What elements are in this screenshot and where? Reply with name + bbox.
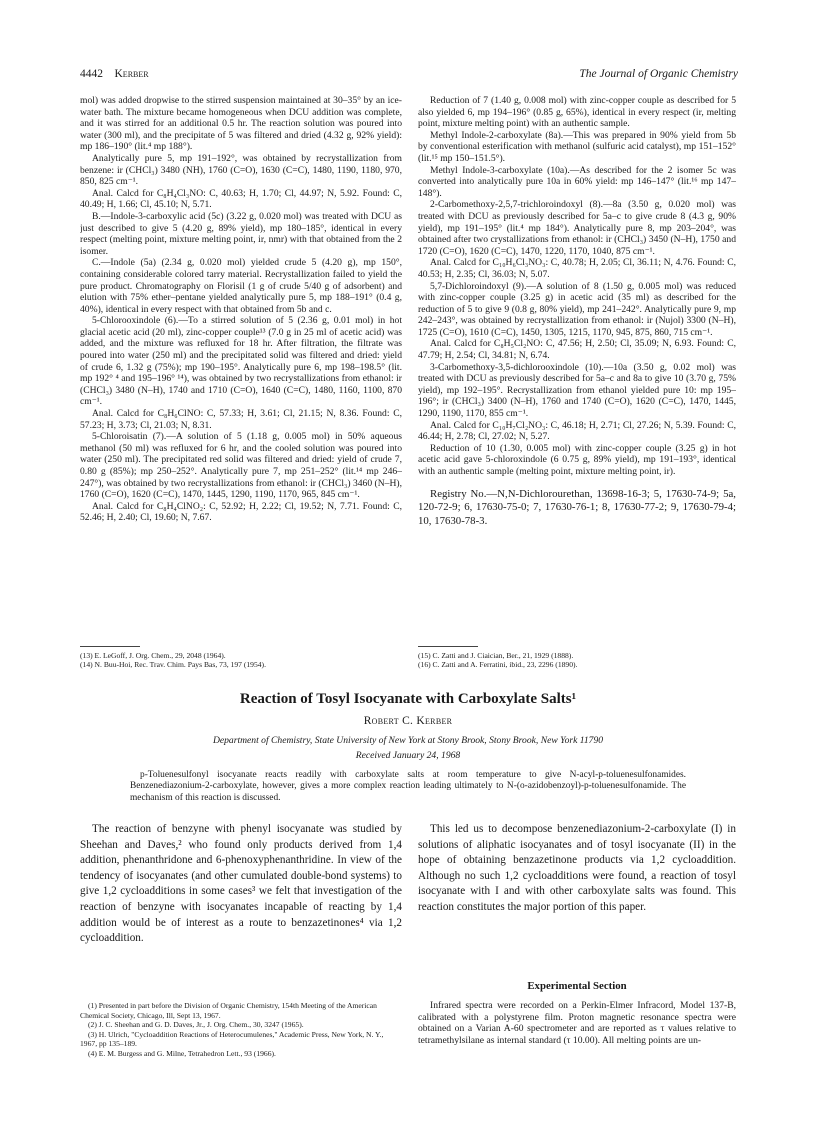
received-date: Received January 24, 1968 bbox=[355, 750, 461, 761]
right-column-continued bbox=[418, 95, 736, 625]
paragraph: 5-Chlorooxindole (6).—To a stirred solution of 5 (2.36 g, 0.01 mol) in hot glacial acetic acid (20 ml), zinc-copper couple¹³ (7.0 g in 25 ml of acetic acid) was added, and the mixture was refluxed for 18 hr. After filtration, the filtrate was poured into water (250 ml) and the precipitated solid was filtered and dried: yield of crude 6, 1.32 g (75%); mp 190–195°. Analytically pure 6, mp 198–198.5° (lit. mp 192° ⁴ and 195–196° ¹⁴), was obtained by two recrystallizations from ethanol: ir (CHCl₃) 3480 (N–H), 1740 and 1710 (C=O), 1640 (C=C), 1480, 1160, 1100, 870 cm⁻¹. bbox=[80, 315, 402, 408]
paragraph: B.—Indole-3-carboxylic acid (5c) (3.22 g, 0.020 mol) was treated with DCU as just described to give 5 (4.20 g, 89% yield), mp 180–185°, identical in every respect (melting point, mixture melting point, ir, nmr) with that obtained from the 2 isomer. bbox=[80, 210, 402, 257]
footnote: (3) H. Ulrich, "Cycloaddition Reactions of Heterocumulenes," Academic Press, New York, N. Y., 1967, pp 135–189. bbox=[80, 1029, 384, 1049]
paragraph: Reduction of 7 (1.40 g, 0.008 mol) with zinc-copper couple as described for 5 also yielded 6, mp 194–196° (0.85 g, 65%), identical in every respect (ir, melting point, mixture melting point) with an authentic sample. bbox=[418, 95, 736, 130]
analysis-paragraph: Anal. Calcd for C₁₀H₇Cl₂NO₃: C, 46.18; H, 2.71; Cl, 27.26; N, 5.39. Found: C, 46.44; H, 2.78; Cl, 27.02; N, 5.27. bbox=[418, 419, 736, 443]
analysis-paragraph: Anal. Calcd for C₈H₅Cl₂NO: C, 47.56; H, 2.50; Cl, 35.09; N, 6.93. Found: C, 47.79; H, 2.54; Cl, 34.81; N, 6.74. bbox=[418, 338, 736, 362]
paragraph: Reduction of 10 (1.30, 0.005 mol) with zinc-copper couple (3.25 g) in hot acetic acid gave 5-chloroxindole (6 0.75 g, 89% yield), mp 191–193°, identical with an authentic sample (melting point, mixture melting point, ir). bbox=[418, 442, 736, 477]
footnote-rule bbox=[80, 646, 140, 647]
footnote: (2) J. C. Sheehan and G. D. Daves, Jr., J. Org. Chem., 30, 3247 (1965). bbox=[88, 1020, 304, 1030]
paragraph: mol) was added dropwise to the stirred suspension maintained at 30–35° by an ice-water bath. The mixture became homogeneous when DCU addition was complete, and it was stirred for an additional 0.5 hr. The reaction solution was poured into water (300 ml), and the precipitate of 5 was filtered and dried (4.32 g, 92% yield): mp 186–190° (lit.⁴ mp 188°). bbox=[80, 95, 402, 153]
footnote: (13) E. LeGoff, J. Org. Chem., 29, 2048 (1964). bbox=[80, 651, 226, 660]
article-footnotes bbox=[80, 1001, 402, 1059]
intro-paragraph: The reaction of benzyne with phenyl isocyanate was studied by Sheehan and Daves,² who found only products derived from 1,4 addition, phenanthridone and 6-phenoxyphenanthridine. In view of the tendency of isocyanates (and other cumulated double-bond systems) to give 1,2 cycloadditions in some cases³ we felt that investigation of the reaction of benzyne with isocyanates incapable of reacting by 1,4 addition would be of interest as a route to benzazetinones⁴ via 1,2 cycloaddition. bbox=[80, 823, 402, 945]
analysis-paragraph: Anal. Calcd for C₈H₄Cl₃NO: C, 40.63; H, 1.70; Cl, 44.97; N, 5.92. Found: C, 40.49; H, 1.66; Cl, 45.10; N, 5.71. bbox=[80, 187, 402, 211]
footnote: (16) C. Zatti and A. Ferratini, ibid., 23, 2296 (1890). bbox=[418, 660, 578, 670]
paragraph: 5-Chloroisatin (7).—A solution of 5 (1.18 g, 0.005 mol) in 50% aqueous methanol (50 ml) was refluxed for 6 hr, and the cooled solution was poured into water (250 ml). The precipitated red solid was filtered and dried: yield of crude 7, 0.80 g (85%); mp 250–252°. Analytically pure 7, mp 251–252° (lit.¹⁴ mp 246–247°), was obtained by two recrystallizations from ethanol: ir (CHCl₃) 3460 (N–H), 1760 (C=O), 1620 (C=C), 1470, 1445, 1290, 1190, 1170, 965, 845 cm⁻¹. bbox=[80, 431, 402, 501]
experimental-paragraph: Infrared spectra were recorded on a Perkin-Elmer Infracord, Model 137-B, calibrated with a polystyrene film. Proton magnetic resonance spectra were obtained on a Varian A-60 spectrometer and are reported as τ values relative to tetramethylsilane as internal standard (τ 10.00). All melting points are un- bbox=[418, 1000, 736, 1046]
running-head-left bbox=[80, 68, 149, 80]
experimental-text-column bbox=[418, 1000, 736, 1046]
article-author: Robert C. Kerber bbox=[363, 715, 453, 727]
analysis-paragraph: Anal. Calcd for C₁₀H₆Cl₃NO₃: C, 40.78; H, 2.05; Cl, 36.11; N, 4.76. Found: C, 40.53; H, 2.35; Cl, 36.03; N, 5.07. bbox=[418, 257, 736, 280]
paragraph: 2-Carbomethoxy-2,5,7-trichloroindoxyl (8).—8a (3.50 g, 0.020 mol) was treated with DCU as previously described for 5a–c to give crude 8 (4.3 g, 90% yield), mp 191–195° (lit.⁴ mp 184°). Analytically pure 8, mp 203–204°, was obtained after two crystallizations from ethanol: ir (CHCl₃) 3450 (N–H), 1750 and 1720 (C=O), 1620 (C=C), 1470, 1220, 1170, 1040, 875 cm⁻¹. bbox=[418, 199, 736, 257]
analysis-paragraph: Anal. Calcd for C₈H₆ClNO: C, 57.33; H, 3.61; Cl, 21.15; N, 8.36. Found: C, 57.23; H, 3.73; Cl, 21.03; N, 8.31. bbox=[80, 408, 402, 431]
paragraph: Methyl Indole-2-carboxylate (8a).—This was prepared in 90% yield from 5b by conventional esterification with methanol (sulfuric acid catalyst), mp 151–152° (lit.¹⁵ mp 150–151.5°). bbox=[418, 129, 736, 164]
running-author: Kerber bbox=[114, 68, 149, 80]
paragraph: 5,7-Dichloroindoxyl (9).—A solution of 8 (1.50 g, 0.005 mol) was reduced with zinc-copper couple (3.25 g) in acetic acid (35 ml) as described for the reduction of 5 to give 9 (0.8 g, 80% yield), mp 241–242°. Analytically pure 9, mp 242–243°, was obtained by recrystallization from ethanol: ir (Nujol) 3300 (N–H), 1725 (C=O), 1610 (C=C), 1450, 1305, 1215, 1170, 945, 875, 860, 715 cm⁻¹. bbox=[418, 280, 736, 338]
paragraph: C.—Indole (5a) (2.34 g, 0.020 mol) yielded crude 5 (4.20 g), mp 150°, containing considerable colored tarry material. Recrystallization failed to yield the pure product. Chromatography on Florisil (1 g of crude 5/40 g of adsorbent) and elution with 75% ether–pentane yielded analytically pure 5, mp 188–191° (0.4 g, 40%), identical in every respect with that obtained from 5b and c. bbox=[80, 257, 402, 315]
running-head bbox=[80, 68, 738, 84]
paragraph: Analytically pure 5, mp 191–192°, was obtained by recrystallization from benzene: ir (CHCl₃) 3480 (NH), 1760 (C=O), 1630 (C=C), 1480, 1190, 1180, 970, 850, 825 cm⁻¹. bbox=[80, 152, 402, 188]
registry-numbers: Registry No.—N,N-Dichlorourethan, 13698-16-3; 5, 17630-74-9; 5a, 120-72-9; 6, 17630-75-0; 7, 17630-76-1; 8, 17630-77-2; 9, 17630-79-4; 10, 17630-78-3. bbox=[418, 487, 736, 527]
footnote-rule bbox=[418, 646, 478, 647]
article-title: Reaction of Tosyl Isocyanate with Carboxylate Salts¹ bbox=[239, 691, 577, 707]
footnote: (15) C. Zatti and J. Ciaician, Ber., 21, 1929 (1888). bbox=[418, 651, 574, 660]
footnote: (1) Presented in part before the Division of Organic Chemistry, 154th Meeting of the American Chemical Society, Chicago, Ill, Sept 13, 1967. bbox=[80, 1001, 377, 1020]
abstract: p-Toluenesulfonyl isocyanate reacts readily with carboxylate salts at room temperature to give N-acyl-p-toluenesulfonamides. Benzenediazonium-2-carboxylate, however, gives a more complex reaction leading ultimately to N-(o-azidobenzoyl)-p-toluenesulfonamide. The mechanism of this reaction is discussed. bbox=[130, 770, 686, 803]
footnote: (4) E. M. Burgess and G. Milne, Tetrahedron Lett., 93 (1966). bbox=[88, 1048, 276, 1058]
paragraph: 3-Carbomethoxy-3,5-dichlorooxindole (10).—10a (3.50 g, 0.02 mol) was treated with DCU as previously described for 5a–c and 8a to give 10 (3.70 g, 75% yield), mp 192–195°. Recrystallization from ethanol yielded pure 10: mp 195–196°; ir (CHCl₃) 3400 (N–H), 1760 and 1740 (C=O), 1620 (C=C), 1470, 1445, 1290, 1190, 1170, 855 cm⁻¹. bbox=[418, 361, 736, 420]
footnotes-left bbox=[80, 651, 402, 670]
article-header bbox=[80, 690, 736, 762]
intro-right-column bbox=[418, 822, 736, 916]
intro-paragraph: This led us to decompose benzenediazonium-2-carboxylate (I) in solutions of aliphatic isocyanates and of tosyl isocyanate (II) in the hope of obtaining benzazetinone products via 1,2 cycloaddition. Although no such 1,2 cycloadditions were found, a reaction of tosyl isocyanate with I and with other carboxylate salts was found. This reaction constitutes the major portion of this paper. bbox=[418, 823, 736, 913]
affiliation: Department of Chemistry, State University of New York at Stony Brook, Stony Brook, New York 11790 bbox=[212, 735, 604, 746]
analysis-paragraph: Anal. Calcd for C₈H₄ClNO₂: C, 52.92; H, 2.22; Cl, 19.52; N, 7.71. Found: C, 52.46; H, 2.40; Cl, 19.60; N, 7.67. bbox=[80, 500, 402, 524]
intro-left-column bbox=[80, 822, 402, 947]
paragraph: Methyl Indole-3-carboxylate (10a).—As described for the 2 isomer 5c was converted into analytically pure 10a in 60% yield: mp 146–147° (lit.¹⁶ mp 147–148°). bbox=[418, 164, 736, 199]
left-column-continued bbox=[80, 95, 402, 630]
journal-name: The Journal of Organic Chemistry bbox=[579, 68, 738, 80]
page-number: 4442 bbox=[80, 68, 103, 80]
experimental-heading: Experimental Section bbox=[527, 980, 627, 992]
footnotes-right bbox=[418, 651, 736, 670]
footnote: (14) N. Buu-Hoi, Rec. Trav. Chim. Pays Bas, 73, 197 (1954). bbox=[80, 660, 266, 670]
